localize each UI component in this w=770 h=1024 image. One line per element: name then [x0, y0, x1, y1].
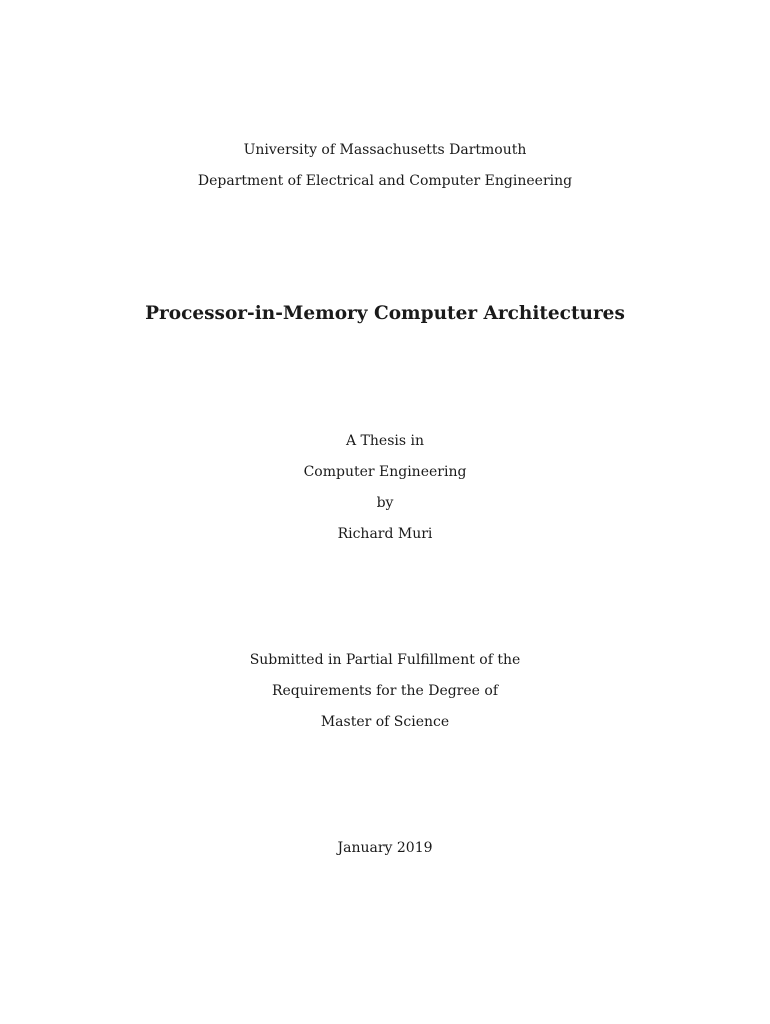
thesis-title: Processor-in-Memory Computer Architectures — [145, 303, 625, 324]
degree-name: Master of Science — [320, 714, 450, 730]
university-name: University of Massachusetts Dartmouth — [243, 142, 527, 158]
author-name: Richard Muri — [337, 526, 433, 542]
by-line: by — [376, 495, 394, 511]
submission-line-2: Requirements for the Degree of — [271, 683, 499, 699]
thesis-in-line: A Thesis in — [346, 433, 424, 449]
thesis-field: Computer Engineering — [303, 464, 467, 480]
department-name: Department of Electrical and Computer Engineering — [197, 173, 573, 189]
submission-line-1: Submitted in Partial Fulfillment of the — [249, 652, 521, 668]
submission-date: January 2019 — [337, 840, 433, 856]
